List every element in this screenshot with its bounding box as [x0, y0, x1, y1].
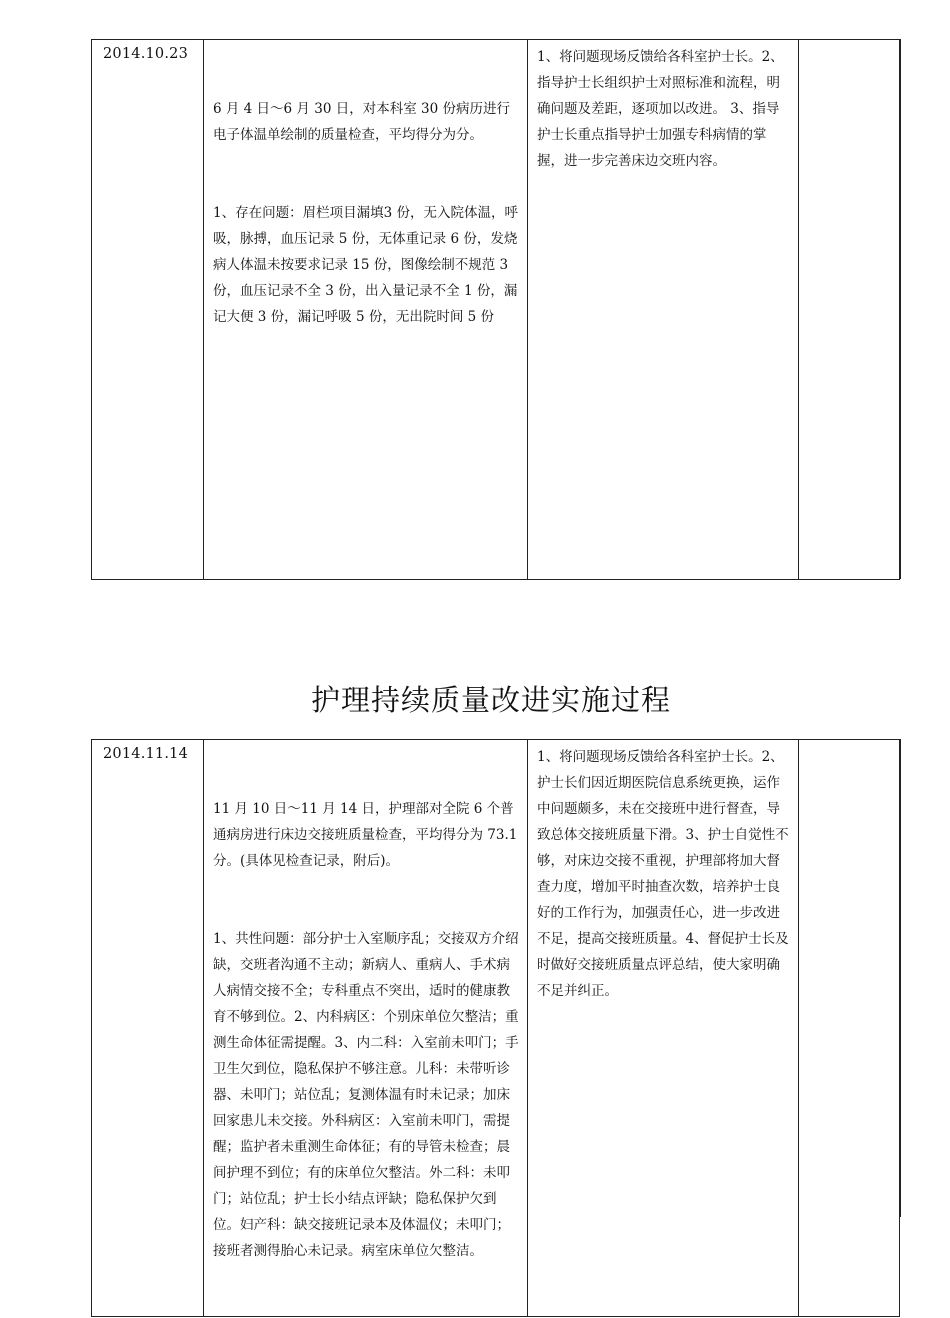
remark-cell [799, 40, 900, 580]
findings-cell [204, 40, 528, 580]
findings-paragraph: 11 月 10 日～11 月 14 日，护理部对全院 6 个普通病房进行床边交接班质量检查，平均得分为 73.1 分。(具体见检查记录，附后)。 [213, 801, 522, 869]
quality-record-table-1 [91, 39, 900, 580]
page-title: 护理持续质量改进实施过程 [310, 683, 671, 717]
record-date: 2014.11.14 [92, 740, 204, 1317]
measures-text: 1、将问题现场反馈给各科室护士长。2、护士长们因近期医院信息系统更换，运作中问题颇多，未在交接班中进行督查，导致总体交接班质量下滑。3、护士自觉性不够，对床边交接不重视，护理部将加大督查力度，增加平时抽查次数，培养护士良好的工作行为，加强责任心，进一步改进不足，提高交接班质量。4、督促护士长及时做好交接班质量点评总结，使大家明确不足并纠正。 [537, 749, 789, 999]
measures-cell [528, 40, 799, 580]
findings-paragraph: 1、共性问题：部分护士入室顺序乱；交接双方介绍缺，交班者沟通不主动；新病人、重病人、手术病人病情交接不全；专科重点不突出，适时的健康教育不够到位。2、内科病区：个别床单位欠整洁；重测生命体征需提醒。3、内二科：入室前未叩门；手卫生欠到位，隐私保护不够注意。儿科：未带听诊器、未叩门；站位乱；复测体温有时未记录；加床回家患儿未交接。外科病区：入室前未叩门，需提醒；监护者未重测生命体征；有的导管未检查；晨间护理不到位；有的床单位欠整洁。外二科：未叩门；站位乱；护士长小结点评缺；隐私保护欠到位。妇产科：缺交接班记录本及体温仪；未叩门；接班者测得胎心未记录。病室床单位欠整洁。 [213, 931, 519, 1259]
findings-paragraph: 6 月 4 日～6 月 30 日，对本科室 30 份病历进行电子体温单绘制的质量检查，平均得分为分。 [213, 101, 510, 143]
quality-record-table-2 [91, 739, 900, 1317]
table-right-border [899, 739, 901, 1217]
remark-cell [799, 740, 900, 1317]
findings-paragraph: 1、存在问题：眉栏项目漏填3 份，无入院体温，呼吸，脉搏，血压记录 5 份，无体重记录 6 份，发烧病人体温未按要求记录 15 份，图像绘制不规范 3 份，血压记录不全 3 份，出入量记录不全 1 份，漏记大便 3 份，漏记呼吸 5 份，无出院时间 5 份 [213, 205, 518, 325]
measures-text: 1、将问题现场反馈给各科室护士长。2、指导护士长组织护士对照标准和流程，明确问题及差距，逐项加以改进。 3、指导护士长重点指导护士加强专科病情的掌握，进一步完善床边交班内容。 [537, 49, 784, 169]
record-date: 2014.10.23 [92, 40, 204, 580]
measures-cell [528, 740, 799, 1317]
findings-cell [204, 740, 528, 1317]
table-right-border [899, 39, 901, 579]
